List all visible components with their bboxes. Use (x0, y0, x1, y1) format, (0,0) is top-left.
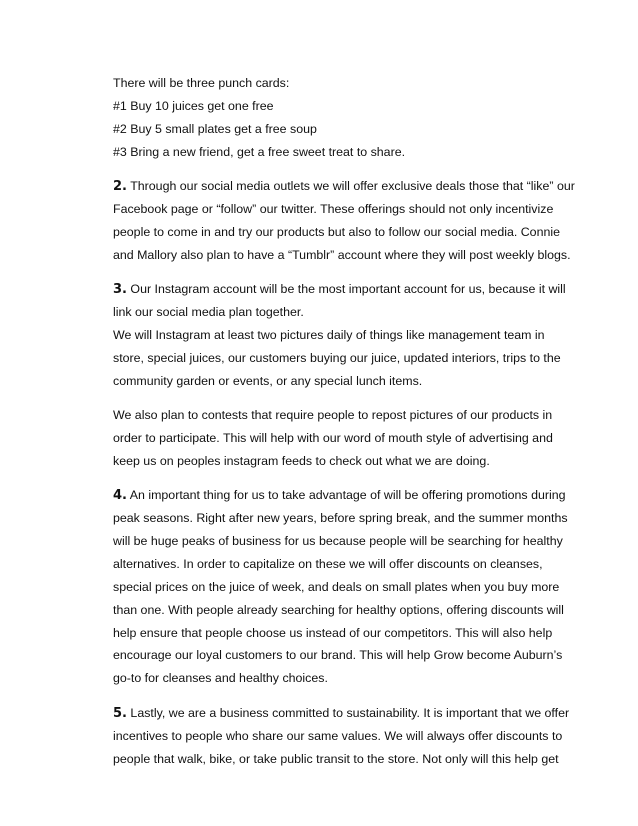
punch-card-item: #1 Buy 10 juices get one free (113, 98, 274, 113)
paragraph-line: special prices on the juice of week, and deals on small plates when you buy more (113, 579, 560, 594)
paragraph-line: Facebook page or “follow” our twitter. These offerings should not only incentivize (113, 201, 554, 216)
paragraph-line: peak seasons. Right after new years, before spring break, and the summer months (113, 511, 568, 526)
paragraph-line: will be huge peaks of business for us because people will be searching for healthy (113, 534, 563, 549)
section-3-paragraph (113, 278, 573, 392)
punch-cards-list (113, 72, 573, 164)
paragraph-line (113, 175, 573, 198)
section-number: 5. (113, 705, 127, 721)
section-number: 3. (113, 282, 127, 298)
paragraph-line (113, 702, 573, 725)
line-text: An important thing for us to take advantage of will be offering promotions during (126, 488, 566, 503)
paragraph-gap (113, 393, 573, 405)
line-text: Lastly, we are a business committed to sustainability. It is important that we offer (126, 705, 570, 720)
paragraph-gap (113, 164, 573, 176)
paragraph-line: people to come in and try our products but also to follow our social media. Connie (113, 224, 561, 239)
punch-card-item: #3 Bring a new friend, get a free sweet treat to share. (113, 144, 406, 159)
section-5-paragraph (113, 702, 573, 771)
paragraph-line: help ensure that people choose us instead of our competitors. This will also help (113, 625, 553, 640)
paragraph-line: store, special juices, our customers buying our juice, updated interiors, trips to the (113, 350, 561, 365)
line-text: Through our social media outlets we will offer exclusive deals those that “like” our (126, 179, 575, 194)
paragraph-line: We also plan to contests that require people to repost pictures of our products in (113, 408, 553, 423)
paragraph-line: link our social media plan together. (113, 305, 304, 320)
punch-cards-intro: There will be three punch cards: (113, 76, 290, 90)
section-2-paragraph (113, 175, 573, 267)
paragraph-line (113, 484, 573, 507)
paragraph-line: encourage our loyal customers to our brand. This will help Grow become Auburn’s (113, 648, 563, 663)
paragraph-line: and Mallory also plan to have a “Tumblr” account where they will post weekly blogs. (113, 247, 571, 262)
paragraph-line: people that walk, bike, or take public transit to the store. Not only will this help get (113, 751, 559, 766)
paragraph-line: alternatives. In order to capitalize on these we will offer discounts on cleanses, (113, 556, 543, 571)
section-number: 4. (113, 488, 127, 504)
paragraph-line: We will Instagram at least two pictures daily of things like management team in (113, 327, 545, 342)
paragraph-line: go-to for cleanses and healthy choices. (113, 671, 328, 686)
line-text: Our Instagram account will be the most important account for us, because it will (126, 282, 566, 297)
section-4-paragraph (113, 484, 573, 690)
document-page (113, 72, 573, 770)
paragraph-line: order to participate. This will help with our word of mouth style of advertising and (113, 430, 553, 445)
paragraph-gap (113, 267, 573, 279)
paragraph-gap (113, 473, 573, 485)
paragraph-line (113, 278, 573, 301)
paragraph-line: community garden or events, or any special lunch items. (113, 373, 423, 388)
paragraph-line: incentives to people who share our same values. We will always offer discounts to (113, 728, 563, 743)
contest-paragraph (113, 404, 573, 473)
paragraph-line: keep us on peoples instagram feeds to check out what we are doing. (113, 453, 490, 468)
paragraph-gap (113, 690, 573, 702)
punch-card-item: #2 Buy 5 small plates get a free soup (113, 121, 317, 136)
section-number: 2. (113, 179, 127, 195)
paragraph-line: than one. With people already searching for healthy options, offering discounts will (113, 602, 564, 617)
